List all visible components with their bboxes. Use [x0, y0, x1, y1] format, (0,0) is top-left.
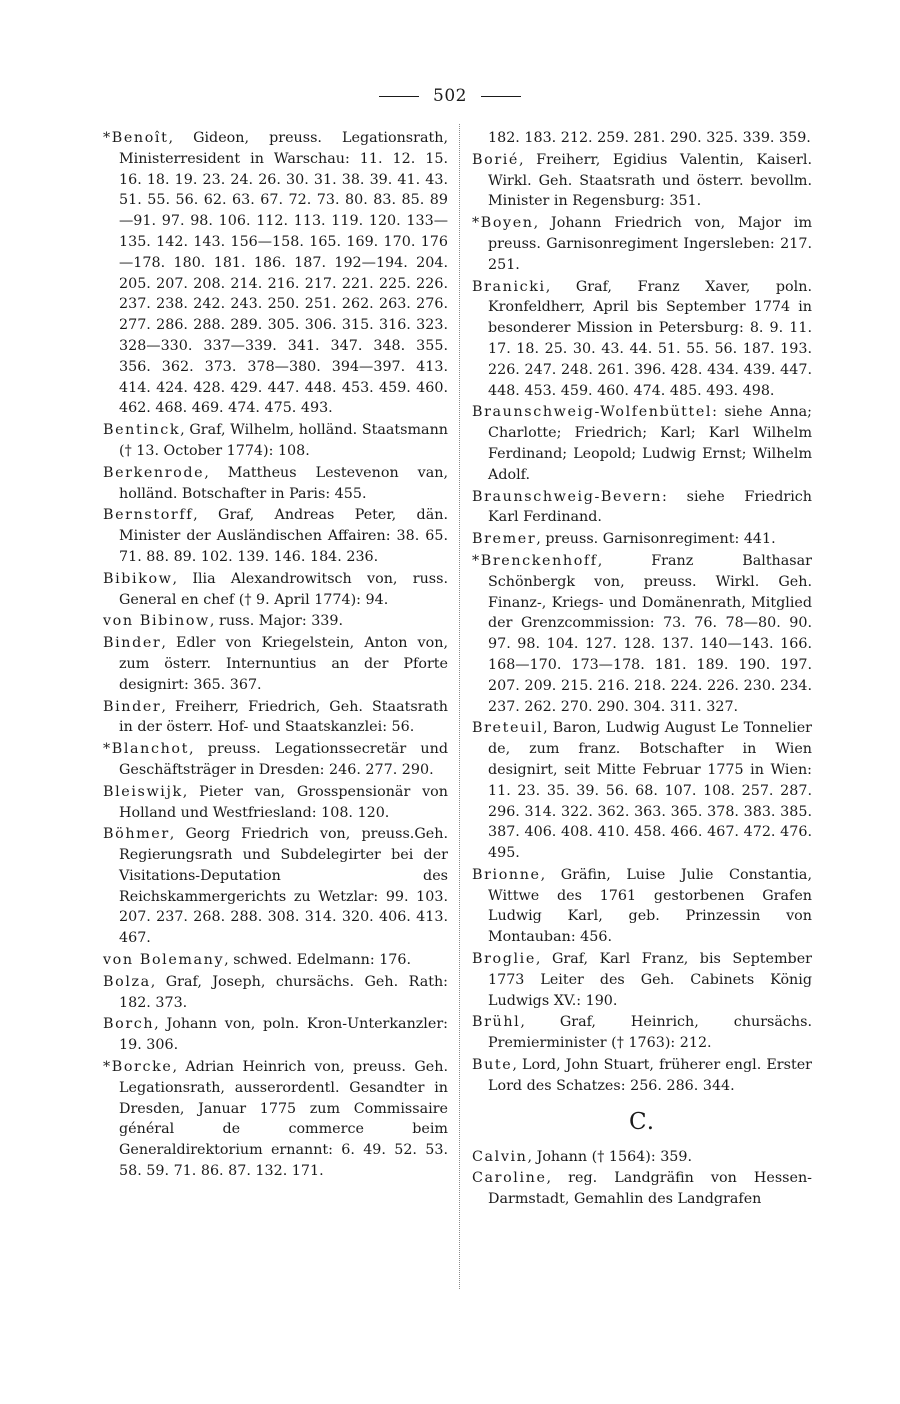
entry-text: , Adrian Heinrich von, preuss. Geh. Legationsrath, ausserordentl. Gesandter in Dresden, Januar 1775 zum Commissaire général de commerce beim Generaldirektorium ernannt: 6. 49. 52. 53. 58. 59. 71. 86. 87. 132. 171.	[119, 1059, 448, 1180]
entry-text: , Graf, Karl Franz, bis September 1773 Leiter des Geh. Cabinets König Ludwigs XV.: 190.	[488, 951, 812, 1009]
entry-name: Bute	[472, 1057, 513, 1074]
entry-name: *Blanchot	[103, 741, 189, 758]
entry-text: , Johann († 1564): 359.	[527, 1148, 693, 1165]
index-entry	[103, 569, 448, 611]
index-entry	[103, 972, 448, 1014]
entry-text: , reg. Landgräfin von Hessen-Darmstadt, Gemahlin des Landgrafen	[488, 1170, 812, 1208]
entry-name: Calvin	[472, 1148, 528, 1165]
entry-text: , preuss. Legationssecretär und Geschäftsträger in Dresden: 246. 277. 290.	[119, 741, 448, 778]
entry-text: , Graf, Andreas Peter, dän. Minister der Ausländischen Affairen: 38. 65. 71. 88. 89. 102. 139. 146. 184. 236.	[119, 507, 448, 565]
entry-text: , Gräfin, Luise Julie Constantia, Wittwe des 1761 gestorbenen Grafen Ludwig Karl, geb. Prinzessin von Montauban: 456.	[488, 866, 812, 946]
entry-text: , Pieter van, Grosspensionär von Holland und Westfriesland: 108. 120.	[119, 783, 448, 821]
index-entry	[103, 505, 448, 567]
index-entry	[103, 824, 448, 949]
index-entry-continuation: 182. 183. 212. 259. 281. 290. 325. 339. 359.	[488, 130, 811, 146]
index-entry	[103, 463, 448, 505]
index-entry	[103, 1057, 448, 1182]
entry-text: , Lord, John Stuart, früherer engl. Erster Lord des Schatzes: 256. 286. 344.	[488, 1057, 812, 1094]
entry-name: Bleiswijk	[103, 783, 183, 800]
entry-text: , Johann von, poln. Kron-Unterkanzler: 19. 306.	[119, 1016, 448, 1054]
index-entry	[472, 213, 812, 275]
index-entry	[472, 150, 812, 212]
entry-name: Brühl	[472, 1014, 521, 1031]
entry-name: Breteuil	[472, 720, 544, 737]
entry-text: , schwed. Edelmann: 176.	[224, 952, 412, 969]
index-entry	[472, 1147, 812, 1168]
entry-name: Borch	[103, 1016, 155, 1033]
entry-name: Branicki	[472, 278, 546, 295]
index-entry	[472, 277, 812, 402]
index-entry	[472, 402, 812, 485]
index-entry	[472, 1168, 812, 1210]
index-entry	[472, 1055, 812, 1097]
entry-text: , Edler von Kriegelstein, Anton von, zum österr. Internuntius an der Pforte designirt: 365. 367.	[119, 635, 448, 693]
entry-name: Braunschweig-Wolfenbüttel	[472, 404, 713, 421]
column-divider	[459, 124, 460, 1289]
entry-name: Borié	[472, 151, 519, 168]
entry-text: , Graf, Joseph, chursächs. Geh. Rath: 182. 373.	[119, 973, 448, 1011]
index-entry	[103, 633, 448, 695]
entry-name: Berkenrode	[103, 464, 205, 481]
entry-text: : siehe Anna; Charlotte; Friedrich; Karl; Karl Wilhelm Ferdinand; Leopold; Ludwig Ernst; Wilhelm Adolf.	[488, 404, 812, 483]
index-entry	[472, 865, 812, 948]
entry-text: , Georg Friedrich von, preuss.Geh. Regierungsrath und Subdelegirter bei der Visitations-Deputation des Reichskammergerichts zu Wetzlar: 99. 103. 207. 237. 268. 288. 308. 314. 320. 406. 413. 467.	[119, 826, 448, 947]
index-entries-c	[472, 1147, 812, 1210]
entry-name: Binder	[103, 698, 162, 715]
index-entry	[103, 1014, 448, 1056]
entry-text: , Baron, Ludwig August Le Tonnelier de, zum franz. Botschafter in Wien designirt, seit Mitte Februar 1775 in Wien: 11. 23. 35. 39. 56. 68. 107. 108. 257. 287. 296. 314. 322. 362. 363. 365. 378. 383. 385. 387. 406. 408. 410. 458. 466. 467. 472. 476. 495.	[488, 720, 812, 862]
index-entry	[472, 949, 812, 1011]
index-entries-b	[472, 150, 812, 1097]
entry-text: , Mattheus Lestevenon van, holländ. Botschafter in Paris: 455.	[119, 464, 448, 502]
entry-text: , Graf, Wilhelm, holländ. Staatsmann († 13. October 1774): 108.	[119, 422, 448, 459]
header-rule-right	[481, 96, 521, 97]
entry-name: Bibikow	[103, 570, 173, 587]
index-entry	[472, 1012, 812, 1054]
entry-name: Braunschweig-Bevern	[472, 488, 663, 505]
page-number: 502	[433, 86, 467, 106]
index-column-right	[472, 128, 812, 1211]
entry-text: , Graf, Heinrich, chursächs. Premierminister († 1763): 212.	[488, 1014, 812, 1052]
index-entry	[472, 718, 812, 864]
section-letter: C.	[628, 1108, 656, 1135]
entry-name: *Boyen	[472, 215, 534, 232]
entry-name: von Bibinow	[103, 613, 210, 630]
entry-text: , Freiherr, Friedrich, Geh. Staatsrath in der österr. Hof- und Staatskanzlei: 56.	[119, 698, 448, 736]
entry-name: Binder	[103, 635, 162, 652]
page-header	[0, 86, 900, 106]
entry-text: , Franz Balthasar Schönbergk von, preuss. Wirkl. Geh. Finanz-, Kriegs- und Domänenrath, Mitglied der Grenzcommission: 73. 76. 78—80. 90. 97. 98. 104. 127. 128. 137. 140—143. 166. 168—170. 173—178. 181. 189. 190. 197. 207. 209. 215. 216. 218. 224. 226. 230. 234. 237. 262. 270. 290. 304. 311. 327.	[488, 552, 812, 715]
entry-text: , Ilia Alexandrowitsch von, russ. General en chef († 9. April 1774): 94.	[119, 570, 448, 608]
entry-text: , preuss. Garnisonregiment: 441.	[536, 531, 776, 548]
entry-name: *Benoît	[103, 130, 169, 146]
entry-name: Brionne	[472, 866, 541, 883]
entry-name: Bremer	[472, 531, 537, 548]
index-entry	[103, 697, 448, 739]
entry-text: , russ. Major: 339.	[209, 613, 344, 630]
index-entry	[103, 782, 448, 824]
index-entry	[103, 420, 448, 462]
entry-name: *Brenckenhoff	[472, 552, 598, 569]
entry-name: Bentinck	[103, 422, 181, 439]
index-entry	[472, 529, 812, 550]
index-entry	[103, 950, 448, 971]
entry-name: Broglie	[472, 951, 536, 968]
entry-text: , Johann Friedrich von, Major im preuss. Garnisonregiment Ingersleben: 217. 251.	[488, 215, 812, 273]
entry-name: *Borcke	[103, 1059, 173, 1076]
index-entry	[472, 551, 812, 717]
entry-text: , Gideon, preuss. Legationsrath, Ministerresident in Warschau: 11. 12. 15. 16. 18. 19. 23. 24. 26. 30. 31. 38. 39. 41. 43. 51. 55. 56. 62. 63. 67. 72. 73. 80. 83. 85. 89—91. 97. 98. 106. 112. 113. 119. 120. 133—135. 142. 143. 156—158. 165. 169. 170. 176—178. 180. 181. 186. 187. 192—194. 204. 205. 207. 208. 214. 216. 217. 221. 225. 226. 237. 238. 242. 243. 250. 251. 262. 263. 276. 277. 286. 288. 289. 305. 306. 315. 316. 323. 328—330. 337—339. 341. 347. 348. 355. 356. 362. 373. 378—380. 394—397. 413. 414. 424. 428. 429. 447. 448. 453. 459. 460. 462. 468. 469. 474. 475. 493.	[119, 130, 448, 417]
index-entry	[103, 611, 448, 632]
index-column-left	[103, 128, 448, 1183]
index-entry	[103, 128, 448, 419]
entry-text: , Graf, Franz Xaver, poln. Kronfeldherr, April bis September 1774 in besonderer Mission in Petersburg: 8. 9. 11. 17. 18. 25. 30. 43. 44. 51. 55. 56. 187. 193. 226. 247. 248. 261. 396. 428. 434. 439. 447. 448. 453. 459. 460. 474. 485. 493. 498.	[488, 278, 812, 399]
entry-name: Caroline	[472, 1170, 547, 1187]
entry-name: Bolza	[103, 973, 151, 990]
header-rule-left	[379, 96, 419, 97]
entry-text: : siehe Friedrich Karl Ferdinand.	[488, 488, 812, 526]
entry-text: , Freiherr, Egidius Valentin, Kaiserl. Wirkl. Geh. Staatsrath und österr. bevollm. Minister in Regensburg: 351.	[488, 151, 812, 210]
entry-name: Böhmer	[103, 826, 170, 843]
entry-name: Bernstorff	[103, 507, 194, 524]
entry-name: von Bolemany	[103, 952, 225, 969]
index-entry	[103, 739, 448, 781]
index-entry	[472, 487, 812, 529]
